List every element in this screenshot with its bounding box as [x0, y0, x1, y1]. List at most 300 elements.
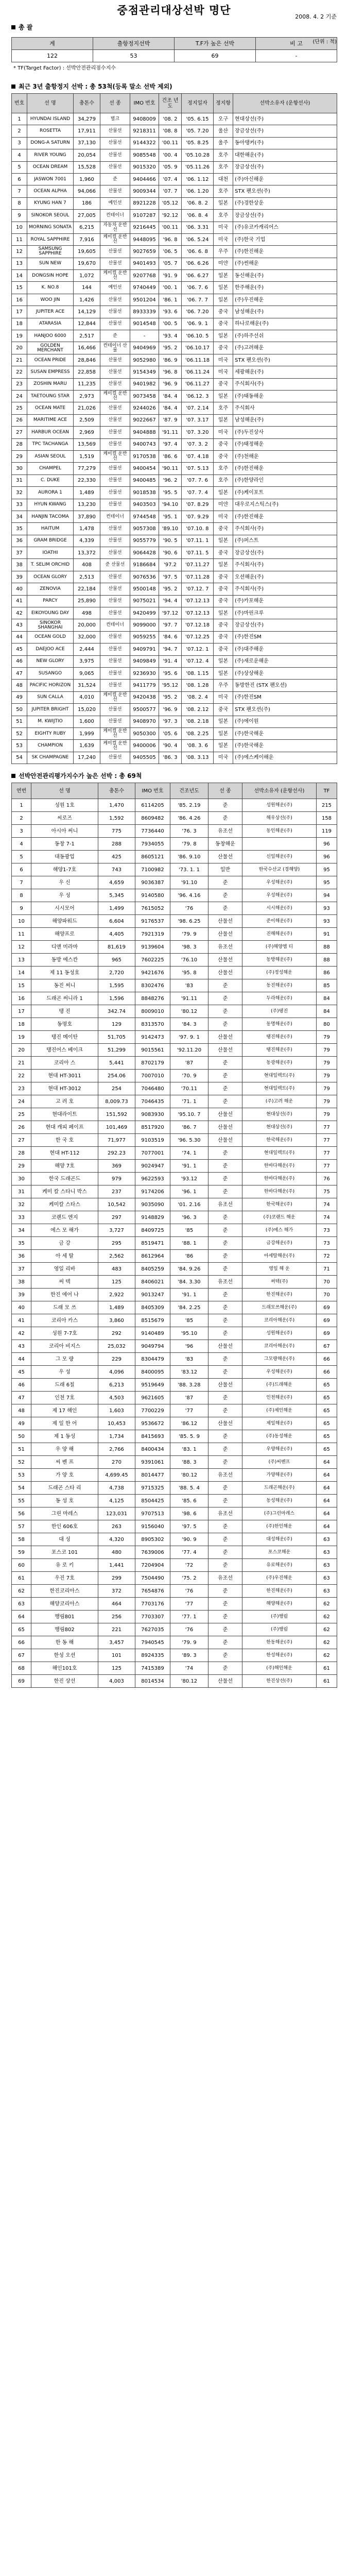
table-cell: (주)유코카캐리어스 — [233, 222, 337, 233]
table-row — [12, 619, 337, 631]
page-title: 중점관리대상선박 명단 — [117, 4, 231, 16]
table-cell: 제 17 해인 — [31, 1404, 98, 1417]
table-cell: '76.10 — [170, 954, 208, 967]
table-row — [12, 863, 337, 876]
table-cell: '84. 4 — [159, 390, 182, 402]
table-cell: '93.12 — [170, 1173, 208, 1185]
table-cell: (주)제인해운 — [242, 1404, 317, 1417]
table-cell: 장금상선(주) — [233, 161, 337, 173]
table-cell: 준 — [208, 1392, 242, 1404]
table-cell: 아 세 탈 — [31, 1250, 98, 1263]
table-cell: 8405259 — [135, 1263, 170, 1276]
table-cell: 케미칼 스타스 — [31, 1198, 98, 1211]
table-cell: 32 — [12, 487, 27, 499]
table-cell: 498 — [74, 607, 100, 619]
table-cell: IOATHI — [27, 547, 74, 559]
table-cell: 9744548 — [130, 511, 159, 522]
table-cell: 8519471 — [135, 1237, 170, 1250]
table-cell: '96. 5.30 — [170, 1134, 208, 1147]
table-cell: 20,054 — [74, 149, 100, 161]
table-cell: 케미컬 운반선 — [100, 691, 130, 703]
table-cell: '97. 5 — [159, 571, 182, 583]
table-cell: '07.12.25 — [182, 631, 214, 643]
table-cell: '07.11.27 — [182, 559, 214, 571]
table-cell: '87. 9 — [159, 414, 182, 426]
table-row — [12, 1507, 337, 1520]
table-cell: 일본 — [214, 270, 233, 282]
table-cell: 5,345 — [98, 889, 135, 902]
table-cell: (주)한진SM — [233, 631, 337, 643]
table-cell: (주)씨벤프 — [242, 1456, 317, 1469]
table-cell: (주)행림 — [242, 1623, 317, 1636]
table-cell: 해양프로 — [31, 928, 98, 941]
table-cell: (주)두진상사 — [233, 427, 337, 438]
table-cell: 66 — [317, 1366, 337, 1379]
table-cell: 2 — [12, 125, 27, 137]
table-cell: 케미컬 운반선 — [100, 727, 130, 739]
table-cell: 144 — [74, 282, 100, 294]
table-cell: 38 — [12, 559, 27, 571]
table-cell: '05.11.26 — [182, 161, 214, 173]
table-cell: (주)고려해운 — [233, 342, 337, 354]
table-cell: KYUNG HAN 7 — [27, 197, 74, 209]
table-row — [12, 366, 337, 378]
table-cell: 79 — [317, 1057, 337, 1070]
table-cell: 9218311 — [130, 125, 159, 137]
table-cell: 산물선 — [100, 354, 130, 366]
table-cell: ZOSHIN MARU — [27, 378, 74, 390]
table-cell: '05. 6 — [159, 727, 182, 739]
table-cell: 2,766 — [98, 1443, 135, 1456]
table-cell: 8848276 — [135, 992, 170, 1005]
table-row — [12, 680, 337, 691]
table-cell: '84. 9.26 — [170, 1263, 208, 1276]
table-cell: 우 성 — [31, 889, 98, 902]
table-cell: 49 — [12, 691, 27, 703]
table-cell: 산물선 — [100, 523, 130, 535]
table-cell: 46 — [12, 655, 27, 667]
table-cell: 2,513 — [74, 571, 100, 583]
table-cell: 행림801 — [31, 1611, 98, 1623]
table-cell: 36 — [12, 1250, 31, 1263]
table-cell: 예인선 — [100, 282, 130, 294]
table-cell: '94.10 — [159, 499, 182, 511]
table-cell: '06.12. 3 — [182, 390, 214, 402]
table-cell: 탱진 메이탄 — [31, 1031, 98, 1044]
detained-column-header: IMO 번호 — [130, 94, 159, 113]
summary-header: 계 — [12, 38, 93, 50]
table-cell: 1,734 — [98, 1430, 135, 1443]
table-cell: 중국 — [214, 306, 233, 318]
table-row — [12, 1018, 337, 1031]
table-cell: 성원해운(주) — [242, 799, 317, 812]
table-cell: 101,469 — [98, 1121, 135, 1134]
table-cell: '95. 2 — [159, 691, 182, 703]
table-cell: '95. 1 — [159, 511, 182, 522]
table-cell: 151,592 — [98, 1108, 135, 1121]
table-cell: 준 — [100, 173, 130, 185]
table-cell: 7703307 — [135, 1611, 170, 1623]
table-cell: 7940545 — [135, 1636, 170, 1649]
table-cell: 행림802 — [31, 1623, 98, 1636]
table-cell: (주)대주해운 — [233, 643, 337, 655]
table-cell: 13,230 — [74, 499, 100, 511]
table-cell: 9216445 — [130, 222, 159, 233]
table-cell: 우 양 해 — [31, 1443, 98, 1456]
table-cell: STX 팬오션(주) — [233, 354, 337, 366]
table-cell: 주식회사 — [233, 402, 337, 414]
table-cell: '08. 1.15 — [182, 667, 214, 679]
table-row — [12, 1134, 337, 1147]
table-cell: 8924335 — [135, 1649, 170, 1662]
table-row — [12, 667, 337, 679]
table-cell: '72 — [170, 1559, 208, 1572]
table-cell: 유로해운(주) — [242, 1559, 317, 1572]
table-cell: 7700229 — [135, 1404, 170, 1417]
table-cell: 산물선 — [100, 294, 130, 306]
table-cell: '77. 1 — [170, 1611, 208, 1623]
table-cell: 미국 — [214, 233, 233, 245]
table-row — [12, 318, 337, 330]
table-cell: '06.11.18 — [182, 354, 214, 366]
table-cell: 일본 — [214, 535, 233, 547]
table-cell: '96. 1 — [170, 1185, 208, 1198]
table-cell: '92.12 — [159, 210, 182, 222]
table-cell: 산물선 — [208, 954, 242, 967]
table-cell: 신일해운(주) — [242, 851, 317, 863]
table-cell: 4,096 — [98, 1366, 135, 1379]
table-cell: 산물선 — [100, 161, 130, 173]
table-cell: 408 — [74, 559, 100, 571]
table-cell: 11,235 — [74, 378, 100, 390]
table-cell: 64 — [317, 1456, 337, 1469]
table-cell: 산물선 — [208, 1031, 242, 1044]
table-cell: 산물선 — [100, 378, 130, 390]
table-cell: 9408970 — [130, 716, 159, 727]
table-cell: '91. 1 — [170, 1289, 208, 1301]
table-row — [12, 547, 337, 559]
table-cell: '83.12 — [170, 1366, 208, 1379]
table-cell: '83. 1 — [170, 1443, 208, 1456]
table-cell: 8302476 — [135, 979, 170, 992]
table-cell: '84. 6 — [159, 631, 182, 643]
table-row — [12, 607, 337, 619]
table-cell: 64 — [317, 1507, 337, 1520]
table-cell: 준 — [208, 1095, 242, 1108]
table-cell: 1,603 — [98, 1404, 135, 1417]
table-row — [12, 1327, 337, 1340]
table-cell: 65 — [317, 1443, 337, 1456]
table-cell: 유조선 — [208, 1572, 242, 1585]
table-cell: 중국 — [214, 643, 233, 655]
table-cell: 중국 — [214, 547, 233, 559]
table-cell: 4,699.45 — [98, 1469, 135, 1482]
table-cell: DAEJOO ACE — [27, 643, 74, 655]
table-cell: 30 — [12, 1173, 31, 1185]
table-cell: 산물선 — [208, 967, 242, 979]
table-row — [12, 1057, 337, 1070]
table-cell: 65 — [317, 1392, 337, 1404]
table-cell: 93 — [317, 915, 337, 928]
table-cell: 63 — [317, 1585, 337, 1598]
table-cell: 9740449 — [130, 282, 159, 294]
table-row — [12, 474, 337, 486]
table-cell: 9500577 — [130, 704, 159, 716]
table-cell: 코리아 비지스 — [31, 1340, 98, 1353]
table-cell: 52 — [12, 1456, 31, 1469]
table-cell: 9 — [12, 902, 31, 915]
table-row — [12, 1185, 337, 1198]
table-cell: 9015320 — [130, 161, 159, 173]
table-cell: 오션해운(주) — [233, 571, 337, 583]
table-cell: 동신해운(주) — [233, 270, 337, 282]
table-cell: 산물선 — [100, 655, 130, 667]
table-cell: 현대 캐피 페이프 — [31, 1121, 98, 1134]
table-cell: (주)해인해운 — [242, 1662, 317, 1675]
table-cell: '76 — [170, 1623, 208, 1636]
table-cell: '95.12 — [159, 680, 182, 691]
table-cell: 28 — [12, 1147, 31, 1160]
table-cell: 미국 — [214, 354, 233, 366]
table-cell: 5 — [12, 161, 27, 173]
table-row — [12, 270, 337, 282]
table-cell: 세광해운(주) — [233, 366, 337, 378]
table-cell: 9009344 — [130, 185, 159, 197]
table-cell: (주)행림 — [242, 1611, 317, 1623]
table-row — [12, 1623, 337, 1636]
table-cell: 9064428 — [130, 547, 159, 559]
table-cell: 480 — [98, 1546, 135, 1559]
table-cell: 39 — [12, 1289, 31, 1301]
table-cell: 9027659 — [130, 246, 159, 258]
table-cell: 94 — [317, 889, 337, 902]
table-cell: '90. 5 — [159, 535, 182, 547]
table-row — [12, 1095, 337, 1108]
table-cell: '90.11 — [159, 463, 182, 474]
table-cell: 69 — [12, 1675, 31, 1688]
table-cell: 483 — [98, 1263, 135, 1276]
table-cell: 73 — [317, 1224, 337, 1237]
high-tf-heading-text: 선박안전관리평가지수가 높은 선박 : 총 69척 — [19, 772, 142, 780]
table-cell: 66 — [12, 1636, 31, 1649]
table-cell: 50 — [12, 1430, 31, 1443]
table-cell: 119 — [317, 825, 337, 838]
table-cell: '06.10. 5 — [182, 330, 214, 342]
table-row — [12, 583, 337, 595]
table-cell: 준 — [208, 1456, 242, 1469]
table-cell: '06. 7.20 — [182, 306, 214, 318]
table-cell: 중국 — [214, 438, 233, 450]
table-cell: 울산 — [214, 125, 233, 137]
table-row — [12, 535, 337, 547]
table-row — [12, 691, 337, 703]
table-cell: 7654876 — [135, 1585, 170, 1598]
table-cell: 19,670 — [74, 258, 100, 269]
table-cell: CHAMPEL — [27, 463, 74, 474]
table-cell: 1,441 — [98, 1559, 135, 1572]
table-cell: 유조선 — [208, 1469, 242, 1482]
table-cell: 16 — [12, 294, 27, 306]
table-cell: 우성해운(주) — [242, 876, 317, 889]
table-cell: OCEAN PRIDE — [27, 354, 74, 366]
table-row — [12, 1379, 337, 1392]
table-row — [12, 1237, 337, 1250]
table-cell: 준 — [208, 1585, 242, 1598]
table-cell: 8400095 — [135, 1366, 170, 1379]
table-cell: 9404888 — [130, 427, 159, 438]
table-cell: '98. 6 — [170, 1507, 208, 1520]
table-cell: 34 — [12, 511, 27, 522]
table-cell: 1,478 — [74, 523, 100, 535]
table-cell: 준 — [208, 1520, 242, 1533]
table-cell: T. SELIM ORCHID — [27, 559, 74, 571]
table-cell: 77 — [317, 1160, 337, 1173]
table-cell: 호주 — [214, 149, 233, 161]
table-cell: '85. 5. 9 — [170, 1430, 208, 1443]
table-row — [12, 643, 337, 655]
table-cell: 일본 — [214, 330, 233, 342]
table-cell: 동창해운 — [208, 838, 242, 851]
table-cell: CHAMPION — [27, 740, 74, 752]
table-cell: 425 — [98, 851, 135, 863]
table-row — [12, 1572, 337, 1585]
table-cell: 산물선 — [100, 595, 130, 607]
table-cell: '70. 9 — [170, 1070, 208, 1082]
table-cell: SUN NEW — [27, 258, 74, 269]
table-cell: (주)아신해운 — [233, 173, 337, 185]
table-cell: 49 — [12, 1417, 31, 1430]
table-cell: SAMSUNG SAPPHIRE — [27, 246, 74, 258]
table-cell: 129 — [98, 1018, 135, 1031]
table-cell: 일본 — [214, 740, 233, 752]
table-cell: 준 — [208, 1250, 242, 1263]
table-row — [12, 1598, 337, 1611]
table-cell: 62 — [317, 1649, 337, 1662]
table-cell: '06. 1.20 — [182, 185, 214, 197]
table-cell: '96. 3 — [170, 1211, 208, 1224]
table-cell: 대한해운(주) — [233, 149, 337, 161]
table-cell: '00. 4 — [159, 149, 182, 161]
table-row — [12, 716, 337, 727]
table-cell: 9156040 — [135, 1520, 170, 1533]
table-cell: '96 — [170, 1340, 208, 1353]
table-cell: HARBUR OCEAN — [27, 427, 74, 438]
table-cell: 준 — [208, 1314, 242, 1327]
table-cell: 54 — [12, 752, 27, 764]
table-cell: 두라해운(주) — [242, 992, 317, 1005]
table-cell: 29 — [12, 1160, 31, 1173]
table-cell: 산물선 — [100, 125, 130, 137]
table-cell: 25 — [12, 402, 27, 414]
table-cell: 산물선 — [100, 414, 130, 426]
table-cell: 9055779 — [130, 535, 159, 547]
table-cell: 코리아해운(주) — [242, 1314, 317, 1327]
table-cell: 215 — [317, 799, 337, 812]
table-cell: 5,441 — [98, 1057, 135, 1070]
table-cell: '97. 5 — [170, 1520, 208, 1533]
table-cell: 33 — [12, 1211, 31, 1224]
table-cell: 준 — [208, 1611, 242, 1623]
table-cell: 준 — [208, 1598, 242, 1611]
table-cell: 22 — [12, 1070, 31, 1082]
table-cell: 인천해운(주) — [242, 1392, 317, 1404]
table-cell: 7703176 — [135, 1598, 170, 1611]
table-cell: 43 — [12, 1340, 31, 1353]
table-cell: 9083930 — [135, 1108, 170, 1121]
table-cell: 9170538 — [130, 450, 159, 462]
table-row — [12, 1160, 337, 1173]
table-cell: '05. 6.15 — [182, 113, 214, 125]
table-cell: 2,444 — [74, 643, 100, 655]
table-cell: 미얀 — [214, 499, 233, 511]
table-row — [12, 438, 337, 450]
table-cell: '88. 1 — [170, 1237, 208, 1250]
table-cell: 해양1-7호 — [31, 863, 98, 876]
table-cell: 9176537 — [135, 915, 170, 928]
table-cell: 준 — [208, 812, 242, 825]
table-cell: 4,125 — [98, 1495, 135, 1507]
table-cell: 295 — [98, 1237, 135, 1250]
table-cell: ROYAL SAPPHIRE — [27, 233, 74, 245]
table-cell: 8517920 — [135, 1121, 170, 1134]
table-cell: 1,960 — [74, 173, 100, 185]
table-row — [12, 1649, 337, 1662]
table-cell: 65 — [317, 1417, 337, 1430]
table-cell: '86. 6 — [159, 450, 182, 462]
table-cell: 77 — [317, 1147, 337, 1160]
table-row — [12, 1392, 337, 1404]
high-tf-column-header: 선 종 — [208, 783, 242, 799]
table-cell: 965 — [98, 954, 135, 967]
table-cell: 우 성 — [31, 1366, 98, 1379]
table-cell: 292 — [98, 1327, 135, 1340]
table-cell: '79. 9 — [170, 928, 208, 941]
table-cell: 우주 — [214, 680, 233, 691]
table-cell: 한국 드래곤드 — [31, 1173, 98, 1185]
table-cell: 산물선 — [100, 716, 130, 727]
table-cell: '07. 2.14 — [182, 402, 214, 414]
table-cell: 372 — [98, 1585, 135, 1598]
table-cell: 9024947 — [135, 1160, 170, 1173]
table-cell: 영일 해 운 — [242, 1263, 317, 1276]
table-cell: 9715325 — [135, 1482, 170, 1495]
table-cell: 65 — [317, 1404, 337, 1417]
table-cell: 1,470 — [98, 799, 135, 812]
table-cell: 9015561 — [135, 1044, 170, 1057]
table-cell: 동창 7-1 — [31, 838, 98, 851]
table-cell: 59 — [12, 1546, 31, 1559]
table-cell: 산물선 — [100, 499, 130, 511]
table-cell: (주)드래해운 — [242, 1379, 317, 1392]
table-cell: 13 — [12, 258, 27, 269]
table-row — [12, 390, 337, 402]
table-row — [12, 1340, 337, 1353]
table-row — [12, 233, 337, 245]
table-cell: 9500148 — [130, 583, 159, 595]
table-cell: 8415693 — [135, 1430, 170, 1443]
table-cell: 38 — [12, 1276, 31, 1289]
table-cell: (주)마린크루 — [233, 607, 337, 619]
table-cell: 69 — [317, 1301, 337, 1314]
table-cell: 3,975 — [74, 655, 100, 667]
table-cell: '91.11 — [170, 992, 208, 1005]
table-row — [12, 902, 337, 915]
table-cell: (주)정성해운 — [242, 967, 317, 979]
table-cell: 27 — [12, 427, 27, 438]
table-cell: 한진해운(주) — [242, 1585, 317, 1598]
table-cell: 해양파워드 — [31, 915, 98, 928]
table-cell: 16 — [12, 992, 31, 1005]
